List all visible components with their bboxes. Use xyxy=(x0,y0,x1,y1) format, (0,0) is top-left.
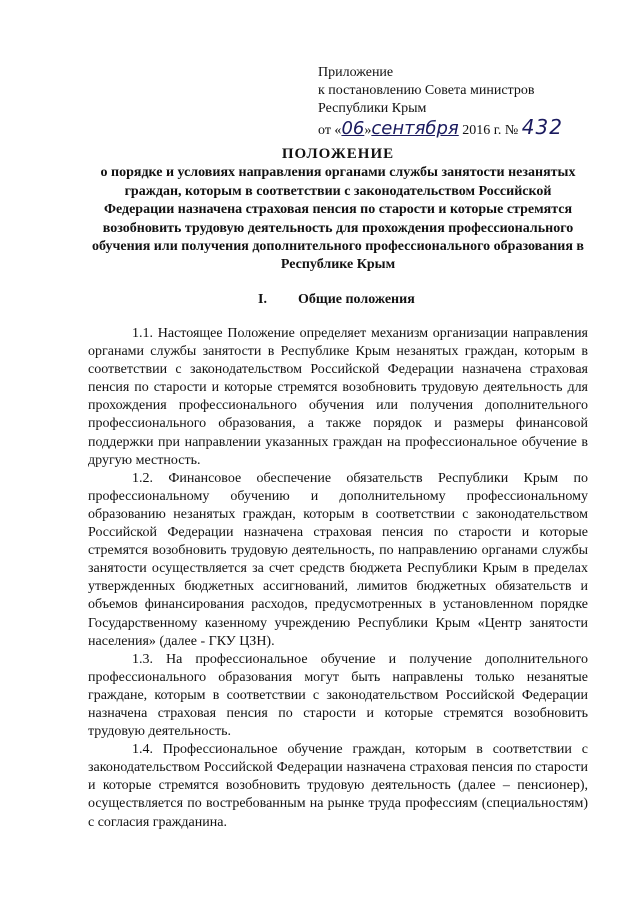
handwritten-number: 432 xyxy=(521,115,563,139)
appendix-label: Приложение xyxy=(318,65,394,80)
appendix-resolution-line: к постановлению Совета министров xyxy=(318,83,535,98)
document-subtitle: о порядке и условиях направления органами службы занятости незанятых граждан, которым в соответствии с законодательством Российской Федерации назначена страховая пенсия по старости и которые стремятся возобновить трудовую деятельность для прохождения профессионального обучения или получения дополнительного профессионального образования в Республике Крым xyxy=(92,165,584,273)
paragraph-1-1: 1.1. Настоящее Положение определяет механизм организации направления органами службы занятости в Республике Крым незанятых граждан, которым в соответствии с законодательством Российской Федерации назначена страховая пенсия по старости и которые стремятся возобновить трудовую деятельность для прохождения профессионального обучения или получения дополнительного профессионального образования, а также порядок и размеры финансовой поддержки при направлении указанных граждан на профессиональное обучение в другую местность. xyxy=(88,326,588,468)
document-title-block xyxy=(88,145,588,275)
paragraph-1-4: 1.4. Профессиональное обучение граждан, которым в соответствии с законодательством Российской Федерации назначена страховая пенсия по старости и которые стремятся возобновить трудовую деятельность (далее – пенсионер), осуществляется по востребованным на рынке труда профессиям (специальностям) с согласия гражданина. xyxy=(88,742,588,830)
handwritten-month: сентября xyxy=(371,118,459,139)
paragraph-1-3: 1.3. На профессиональное обучение и получение дополнительного профессионального образования могут быть направлены только незанятые граждане, которым в соответствии с законодательством Российской Федерации назначена страховая пенсия по старости и которые стремятся возобновить трудовую деятельность. xyxy=(88,651,588,740)
paragraph-1-2: 1.2. Финансовое обеспечение обязательств Республики Крым по профессиональному обучению и дополнительному профессиональному образованию незанятых граждан, которым в соответствии с законодательством Российской Федерации назначена страховая пенсия по старости и которые стремятся возобновить трудовую деятельность, по направлению органами службы занятости осуществляется за счет средств бюджета Республики Крым в пределах утвержденных бюджетных ассигнований, лимитов бюджетных обязательств и объемов финансирования расходов, предусмотренных в установленном порядке Государственному казенному учреждению Республики Крым «Центр занятости населения» (далее - ГКУ ЦЗН). xyxy=(88,470,588,649)
appendix-date-line xyxy=(318,115,618,140)
date-suffix: 2016 г. № xyxy=(458,123,522,138)
section-number: I. xyxy=(258,292,267,307)
date-mid: » xyxy=(364,123,372,138)
document-body xyxy=(88,325,588,832)
date-prefix: от « xyxy=(318,123,342,138)
document-title: ПОЛОЖЕНИЕ xyxy=(281,146,395,162)
section-title: Общие положения xyxy=(298,292,415,307)
appendix-republic-line: Республики Крым xyxy=(318,101,427,116)
appendix-header xyxy=(318,64,618,140)
handwritten-day: 06 xyxy=(341,118,365,139)
